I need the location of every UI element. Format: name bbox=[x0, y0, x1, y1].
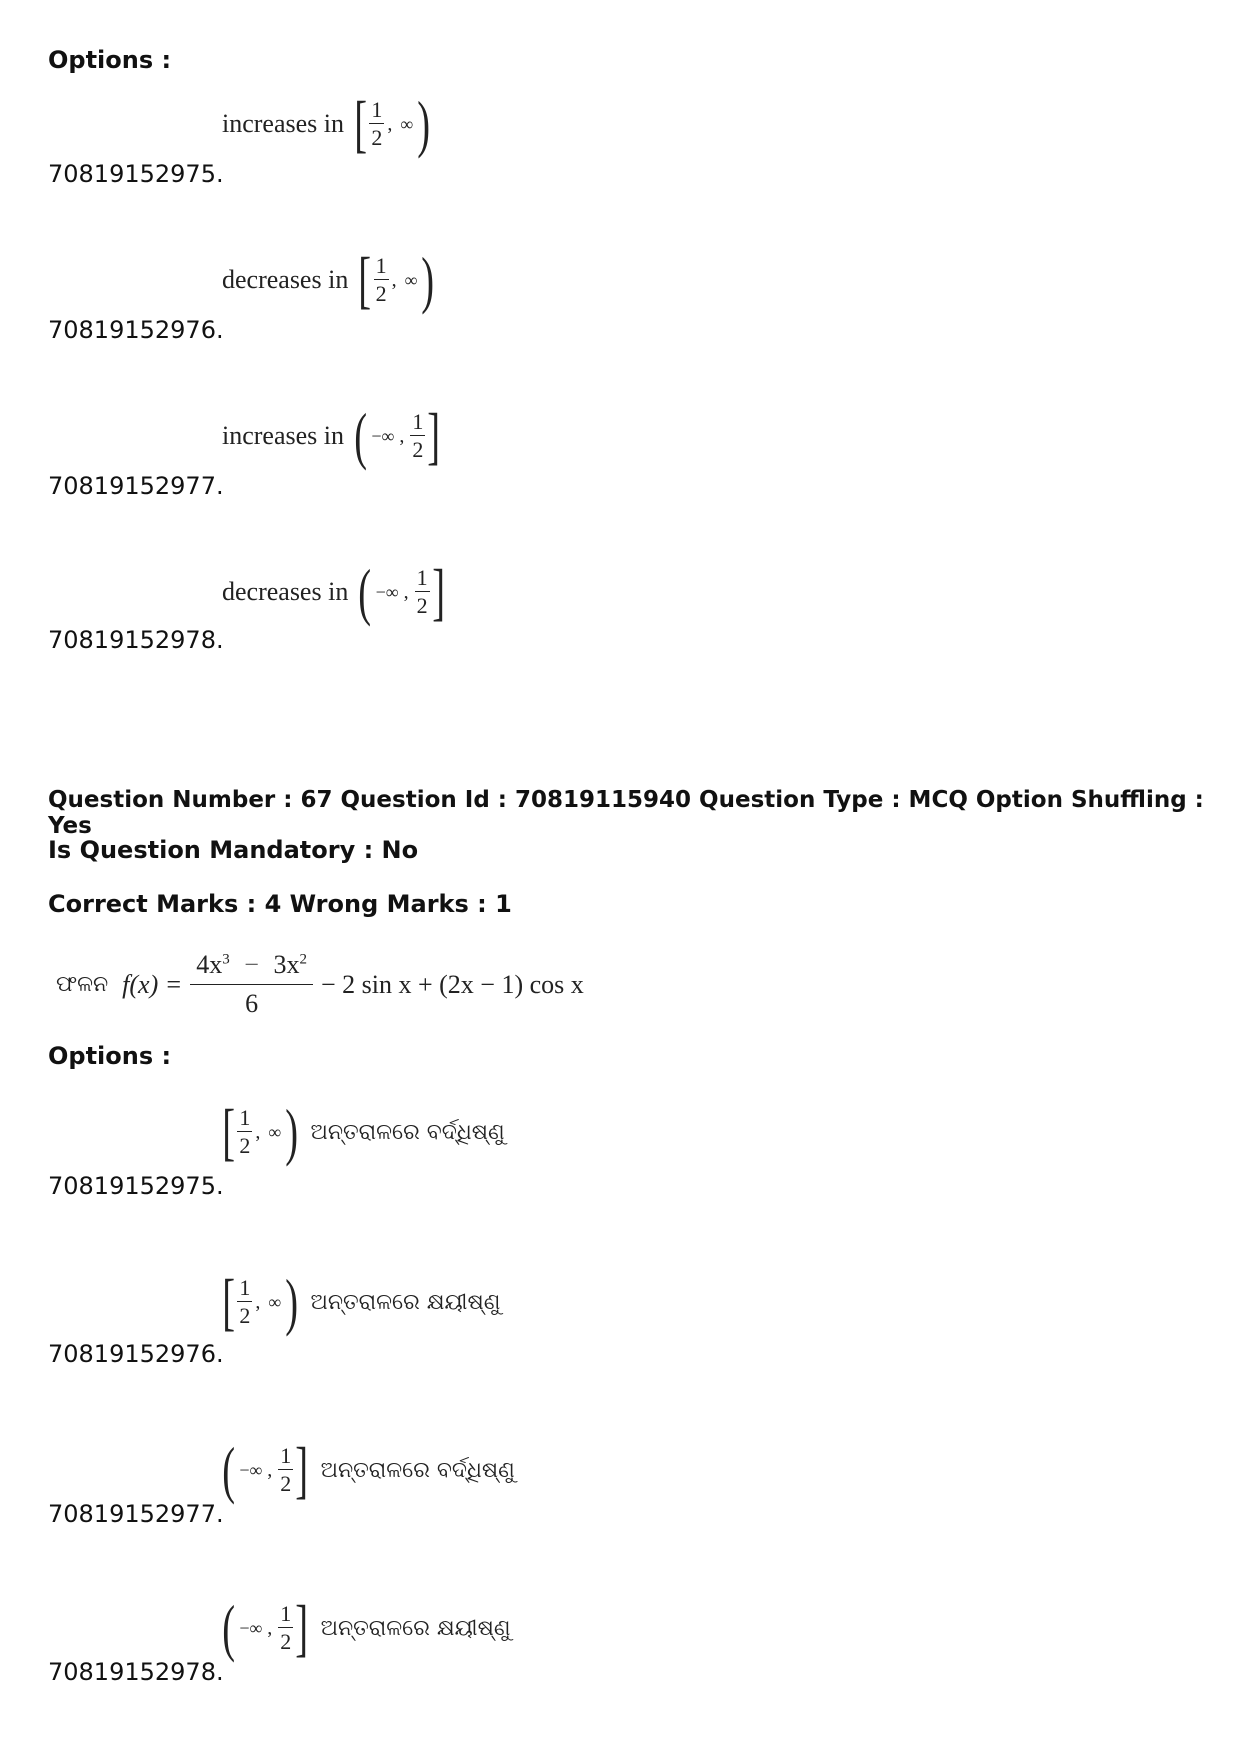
option-math-image: decreases in [ $\frac{1}{2}$ , ∞ ) bbox=[222, 244, 435, 315]
fraction: $\frac{1}{2}$ bbox=[280, 1443, 292, 1496]
option-odia-text: ଅନ୍ତରାଳରେ କ୍ଷୟୀଷ୍ଣୁ bbox=[310, 1289, 501, 1315]
formula-lhs: f(x) = bbox=[122, 969, 183, 999]
option-math-image: increases in ( −∞ , $\frac{1}{2}$ ] bbox=[222, 400, 441, 471]
fraction: $\frac{1}{2}$ bbox=[280, 1601, 292, 1654]
option-math-image: ( −∞ , $\frac{1}{2}$ ] ଅନ୍ତରାଳରେ କ୍ଷୟୀଷ୍ଣୁ bbox=[222, 1592, 511, 1663]
infinity-symbol: ∞ bbox=[268, 1121, 282, 1142]
right-bracket: ] bbox=[431, 556, 445, 627]
options-label: Options : bbox=[48, 46, 172, 74]
infinity-symbol: ∞ bbox=[400, 113, 414, 134]
neg-infinity-symbol: −∞ bbox=[239, 1459, 263, 1480]
neg-infinity-symbol: −∞ bbox=[239, 1617, 263, 1638]
option-id: 70819152978. bbox=[48, 1658, 224, 1686]
fraction: $\frac{1}{2}$ bbox=[416, 565, 428, 618]
neg-infinity-symbol: −∞ bbox=[371, 425, 395, 446]
fraction: $\frac{1}{2}$ bbox=[371, 97, 383, 150]
question-formula bbox=[56, 950, 584, 1019]
option-id: 70819152976. bbox=[48, 316, 224, 344]
infinity-symbol: ∞ bbox=[268, 1291, 282, 1312]
option-math-image: increases in [ $\frac{1}{2}$ , ∞ ) bbox=[222, 88, 431, 159]
fraction: $\frac{1}{2}$ bbox=[375, 253, 387, 306]
option-id: 70819152978. bbox=[48, 626, 224, 654]
formula-fraction: $\frac{4x^3 - 3x^2}{6}$ bbox=[190, 950, 313, 1019]
fraction: $\frac{1}{2}$ bbox=[412, 409, 424, 462]
options-label: Options : bbox=[48, 1042, 172, 1070]
infinity-symbol: ∞ bbox=[404, 269, 418, 290]
option-word: decreases in bbox=[222, 577, 349, 606]
fraction: $\frac{1}{2}$ bbox=[239, 1105, 251, 1158]
left-bracket: [ bbox=[354, 88, 368, 159]
left-paren: ( bbox=[354, 400, 368, 471]
question-meta-line: Question Number : 67 Question Id : 70819115940 Question Type : MCQ Option Shuffling : Yes bbox=[48, 787, 1204, 839]
option-math-image: [ $\frac{1}{2}$ , ∞ ) ଅନ୍ତରାଳରେ ବର୍ଦ୍ଧିଷ୍ଣୁ bbox=[222, 1096, 505, 1167]
option-odia-text: ଅନ୍ତରାଳରେ ବର୍ଦ୍ଧିଷ୍ଣୁ bbox=[310, 1119, 505, 1145]
option-odia-text: ଅନ୍ତରାଳରେ ବର୍ଦ୍ଧିଷ୍ଣୁ bbox=[320, 1457, 515, 1483]
fraction: $\frac{1}{2}$ bbox=[239, 1275, 251, 1328]
option-odia-text: ଅନ୍ତରାଳରେ କ୍ଷୟୀଷ୍ଣୁ bbox=[320, 1615, 511, 1641]
option-word: decreases in bbox=[222, 265, 349, 294]
option-math-image: ( −∞ , $\frac{1}{2}$ ] ଅନ୍ତରାଳରେ ବର୍ଦ୍ଧିଷ୍ଣୁ bbox=[222, 1434, 515, 1505]
option-id: 70819152975. bbox=[48, 1172, 224, 1200]
left-paren: ( bbox=[358, 556, 372, 627]
option-word: increases in bbox=[222, 421, 345, 450]
mandatory-line: Is Question Mandatory : No bbox=[48, 836, 419, 864]
right-paren: ) bbox=[417, 88, 431, 159]
option-id: 70819152976. bbox=[48, 1340, 224, 1368]
marks-line: Correct Marks : 4 Wrong Marks : 1 bbox=[48, 890, 512, 918]
option-id: 70819152977. bbox=[48, 1500, 224, 1528]
option-word: increases in bbox=[222, 109, 345, 138]
option-id: 70819152977. bbox=[48, 472, 224, 500]
neg-infinity-symbol: −∞ bbox=[375, 581, 399, 602]
option-math-image: [ $\frac{1}{2}$ , ∞ ) ଅନ୍ତରାଳରେ କ୍ଷୟୀଷ୍ଣୁ bbox=[222, 1266, 501, 1337]
option-id: 70819152975. bbox=[48, 160, 224, 188]
option-math-image: decreases in ( −∞ , $\frac{1}{2}$ ] bbox=[222, 556, 445, 627]
right-paren: ) bbox=[421, 244, 435, 315]
question-prefix: ଫଳନ bbox=[56, 972, 109, 997]
left-bracket: [ bbox=[358, 244, 372, 315]
formula-rest: − 2 sin x + (2x − 1) cos x bbox=[320, 969, 584, 999]
right-bracket: ] bbox=[427, 400, 441, 471]
